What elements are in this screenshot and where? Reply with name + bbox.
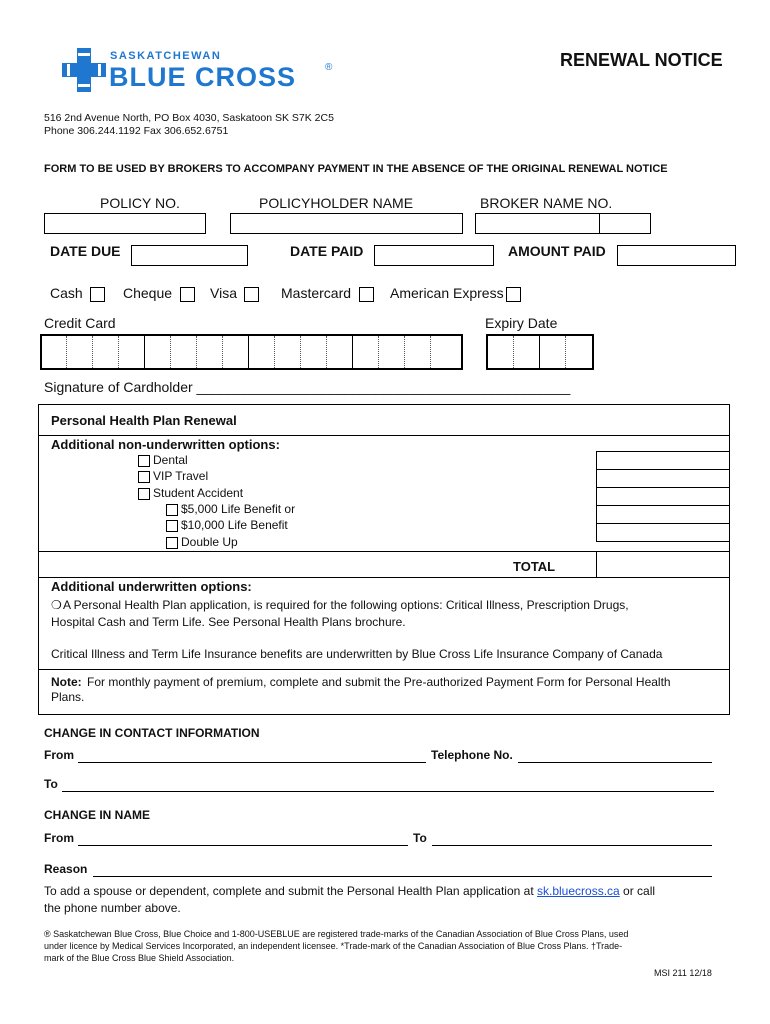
vip-travel-checkbox[interactable]	[138, 471, 150, 483]
form-notice: FORM TO BE USED BY BROKERS TO ACCOMPANY PAYMENT IN THE ABSENCE OF THE ORIGINAL RENEWAL NOTICE	[44, 163, 668, 175]
uw-bullet: ❍	[51, 598, 62, 612]
dental-checkbox[interactable]	[138, 455, 150, 467]
policy-no-input[interactable]	[44, 213, 206, 234]
policyholder-name-input[interactable]	[230, 213, 463, 234]
contact-from-label: From	[44, 748, 74, 762]
dental-label: Dental	[153, 453, 188, 467]
telephone-label: Telephone No.	[431, 748, 513, 762]
plan-section	[38, 404, 730, 715]
credit-card-label: Credit Card	[44, 315, 116, 331]
name-to-input[interactable]	[432, 845, 712, 846]
life-10000-amount-input[interactable]	[596, 523, 730, 542]
reason-input[interactable]	[93, 876, 712, 877]
uw-text-line2: Hospital Cash and Term Life. See Personal Health Plans brochure.	[51, 615, 406, 629]
name-from-input[interactable]	[78, 845, 408, 846]
policy-no-label: POLICY NO.	[100, 195, 180, 211]
date-paid-input[interactable]	[374, 245, 494, 266]
mastercard-label: Mastercard	[281, 285, 352, 301]
uw-text-line1: A Personal Health Plan application, is required for the following options: Critical Illness, Prescription Drugs,	[63, 598, 629, 612]
credit-card-number-input[interactable]	[40, 334, 463, 370]
life-5000-amount-input[interactable]	[596, 505, 730, 524]
vip-travel-amount-input[interactable]	[596, 469, 730, 488]
name-from-label: From	[44, 831, 74, 845]
signature-line[interactable]: Signature of Cardholder ________________________________________________	[44, 379, 571, 395]
visa-label: Visa	[210, 285, 237, 301]
cash-checkbox[interactable]	[90, 287, 105, 302]
telephone-input[interactable]	[518, 762, 712, 763]
note-text-line2: Plans.	[51, 690, 85, 704]
address: 516 2nd Avenue North, PO Box 4030, Saskatoon SK S7K 2C5	[44, 112, 334, 124]
brand-top: SASKATCHEWAN	[110, 50, 222, 62]
note-label: Note:	[51, 675, 82, 689]
bluecross-link[interactable]: sk.bluecross.ca	[537, 884, 620, 898]
total-amount-input[interactable]	[596, 551, 730, 578]
life-10000-label: $10,000 Life Benefit	[181, 518, 288, 532]
mastercard-checkbox[interactable]	[359, 287, 374, 302]
form-code: MSI 211 12/18	[654, 968, 712, 978]
contact-from-input[interactable]	[78, 762, 426, 763]
expiry-date-label: Expiry Date	[485, 315, 558, 331]
cross-logo-icon	[62, 48, 106, 92]
logo	[62, 48, 342, 98]
add-dependent-line2: the phone number above.	[44, 901, 181, 915]
page-title: RENEWAL NOTICE	[560, 50, 723, 70]
life-10000-checkbox[interactable]	[166, 520, 178, 532]
legal-line1: ® Saskatchewan Blue Cross, Blue Choice and 1-800-USEBLUE are registered trade-marks of the Canadian Association of Blue Cross Plans, used	[44, 929, 629, 939]
broker-name-input[interactable]	[475, 213, 600, 234]
student-accident-checkbox[interactable]	[138, 488, 150, 500]
life-5000-checkbox[interactable]	[166, 504, 178, 516]
date-due-label: DATE DUE	[50, 243, 121, 259]
expiry-date-input[interactable]	[486, 334, 594, 370]
name-change-title: CHANGE IN NAME	[44, 808, 151, 822]
student-accident-amount-input[interactable]	[596, 487, 730, 506]
vip-travel-label: VIP Travel	[153, 469, 209, 483]
amex-checkbox[interactable]	[506, 287, 521, 302]
legal-line2: under licence by Medical Services Incorporated, an independent licensee. *Trade-mark of the Canadian Association of Blue Cross Plans. †Trade-	[44, 941, 623, 951]
amount-paid-input[interactable]	[617, 245, 736, 266]
dental-amount-input[interactable]	[596, 451, 730, 470]
cheque-label: Cheque	[123, 285, 173, 301]
date-paid-label: DATE PAID	[290, 243, 364, 259]
visa-checkbox[interactable]	[244, 287, 259, 302]
date-due-input[interactable]	[131, 245, 248, 266]
double-up-checkbox[interactable]	[166, 537, 178, 549]
reason-label: Reason	[44, 862, 88, 876]
contact-to-label: To	[44, 777, 58, 791]
student-accident-label: Student Accident	[153, 486, 244, 500]
legal-line3: mark of the Blue Cross Blue Shield Association.	[44, 953, 235, 963]
amount-paid-label: AMOUNT PAID	[508, 243, 606, 259]
uw-title: Additional underwritten options:	[51, 579, 252, 594]
brand-main: BLUE CROSS	[109, 62, 297, 92]
life-5000-label: $5,000 Life Benefit or	[181, 502, 296, 516]
contact-to-input[interactable]	[62, 791, 714, 792]
double-up-label: Double Up	[181, 535, 238, 549]
brand-registered: ®	[325, 62, 333, 73]
total-label: TOTAL	[513, 559, 556, 574]
cash-label: Cash	[50, 285, 83, 301]
add-dependent-line1: To add a spouse or dependent, complete and submit the Personal Health Plan application at sk.bluecross.ca or call	[44, 884, 656, 898]
phone-fax: Phone 306.244.1192 Fax 306.652.6751	[44, 125, 229, 137]
plan-title: Personal Health Plan Renewal	[51, 413, 237, 428]
cheque-checkbox[interactable]	[180, 287, 195, 302]
amex-label: American Express	[390, 285, 504, 301]
nonuw-title: Additional non-underwritten options:	[51, 437, 280, 452]
note-text-line1: For monthly payment of premium, complete and submit the Pre-authorized Payment Form for Personal Health	[87, 675, 671, 689]
name-to-label: To	[413, 831, 427, 845]
broker-no-input[interactable]	[599, 213, 651, 234]
contact-change-title: CHANGE IN CONTACT INFORMATION	[44, 726, 260, 740]
policyholder-name-label: POLICYHOLDER NAME	[259, 195, 414, 211]
broker-name-no-label: BROKER NAME NO.	[480, 195, 613, 211]
underwritten-note: Critical Illness and Term Life Insurance benefits are underwritten by Blue Cross Life Insurance Company of Canada	[51, 647, 663, 661]
